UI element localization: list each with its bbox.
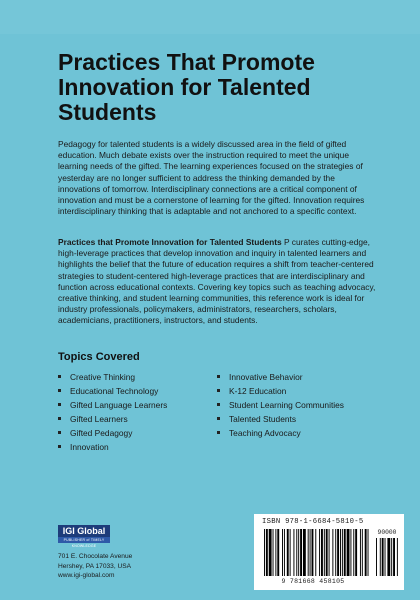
barcode-bar: [296, 529, 297, 576]
barcode-bar: [324, 529, 325, 576]
barcode-bar: [355, 529, 357, 576]
barcode-addon-bar: [376, 538, 377, 576]
barcode-digits: 9 781668 458105: [281, 578, 345, 585]
barcode-addon-digits: 90000: [377, 529, 397, 536]
barcode-bar: [319, 529, 320, 576]
barcode-addon-bar: [380, 538, 381, 576]
address-line-2: Hershey, PA 17033, USA: [58, 562, 132, 570]
barcode-bar: [312, 529, 314, 576]
top-band: [0, 0, 420, 34]
publisher-logo-text: IGI Global: [62, 526, 106, 536]
topic-item: Innovation: [58, 440, 167, 454]
description-paragraph-2: [58, 237, 378, 327]
barcode-addon-bar: [385, 538, 386, 576]
barcode-bar: [284, 529, 285, 576]
topic-item: Gifted Language Learners: [58, 398, 167, 412]
barcode-bar: [321, 529, 323, 576]
barcode-bar: [266, 529, 268, 576]
barcode-bar: [308, 529, 309, 576]
barcode-bar: [340, 529, 341, 576]
barcode-bar: [264, 529, 265, 576]
barcode-addon-bar: [382, 538, 384, 576]
barcode-bar: [360, 529, 361, 576]
barcode-bar: [273, 529, 274, 576]
barcode-icon: [260, 529, 400, 579]
topics-heading: Topics Covered: [58, 351, 140, 363]
barcode-bar: [347, 529, 350, 576]
topic-item: Creative Thinking: [58, 370, 167, 384]
barcode-bar: [293, 529, 294, 576]
barcode-bar: [315, 529, 316, 576]
topic-item: Teaching Advocacy: [217, 426, 344, 440]
barcode-bar: [326, 529, 328, 576]
topic-item: Gifted Learners: [58, 412, 167, 426]
barcode-bar: [350, 529, 351, 576]
barcode-addon-bar: [387, 538, 390, 576]
barcode-bar: [353, 529, 354, 576]
barcode-bar: [303, 529, 306, 576]
barcode-bar: [332, 529, 333, 576]
barcode-bar: [275, 529, 276, 576]
barcode-bar: [298, 529, 299, 576]
barcode-bar: [277, 529, 279, 576]
barcode-bar: [362, 529, 363, 576]
book-title-inline: Practices that Promote Innovation for Talented Students: [58, 237, 282, 247]
isbn-label: ISBN 978-1-6684-5810-5: [262, 518, 364, 526]
publisher-logo-tagline: PUBLISHER of TIMELY KNOWLEDGE: [58, 537, 110, 543]
topic-item: Student Learning Communities: [217, 398, 344, 412]
topic-item: Gifted Pedagogy: [58, 426, 167, 440]
barcode-bar: [310, 529, 311, 576]
publisher-logo: [58, 525, 110, 548]
topic-item: Educational Technology: [58, 384, 167, 398]
barcode-bar: [300, 529, 302, 576]
publisher-website: www.igi-global.com: [58, 572, 115, 579]
barcode-bar: [290, 529, 291, 576]
barcode-bar: [329, 529, 330, 576]
topic-item: K-12 Education: [217, 384, 344, 398]
book-title: Practices That Promote Innovation for Talented Students: [58, 49, 315, 125]
barcode-addon-bar: [397, 538, 398, 576]
barcode-addon-bar: [393, 538, 395, 576]
barcode-addon-bar: [391, 538, 392, 576]
publisher-address: [58, 552, 132, 581]
barcode-bar: [287, 529, 289, 576]
address-line-1: 701 E. Chocolate Avenue: [58, 553, 133, 560]
barcode-bar: [368, 529, 369, 576]
barcode-bar: [282, 529, 283, 576]
topic-item: Innovative Behavior: [217, 370, 344, 384]
topics-list-left: [58, 370, 167, 454]
description-paragraph-1: Pedagogy for talented students is a widely discussed area in the field of gifted education. Much debate exists over the instruction required to meet the unique learning needs of the gifted. The learning experiences focused on the strategies of yesterday are no longer sufficient to address the thinking demanded by the innovations of tomorrow. Interdisciplinary connections are a critical component of innovation and must be a cornerstone of learning for the gifted. Innovation requires interdisciplinary thinking that is adaptable and not anchored to a specific context.: [58, 139, 365, 217]
barcode-box: [254, 514, 404, 590]
barcode-bar: [344, 529, 346, 576]
description-paragraph-2-text: P curates cutting-edge, high-leverage practices that develop innovation and inquiry in talented learners and highlights the belief that the future of education requires a shift from teacher-centered strategies to student-centered high-leverage practices that are interdisciplinary and function across educational contexts. Covering key topics such as teaching advocacy, creative thinking, and student learning communities, this reference work is ideal for industry professionals, policymakers, administrators, researchers, scholars, academicians, practitioners, instructors, and students.: [58, 237, 376, 326]
barcode-bar: [335, 529, 336, 576]
barcode-bar: [365, 529, 367, 576]
barcode-bar: [269, 529, 272, 576]
barcode-bar: [337, 529, 339, 576]
barcode-bar: [342, 529, 343, 576]
topic-item: Talented Students: [217, 412, 344, 426]
topics-list-right: [217, 370, 344, 440]
